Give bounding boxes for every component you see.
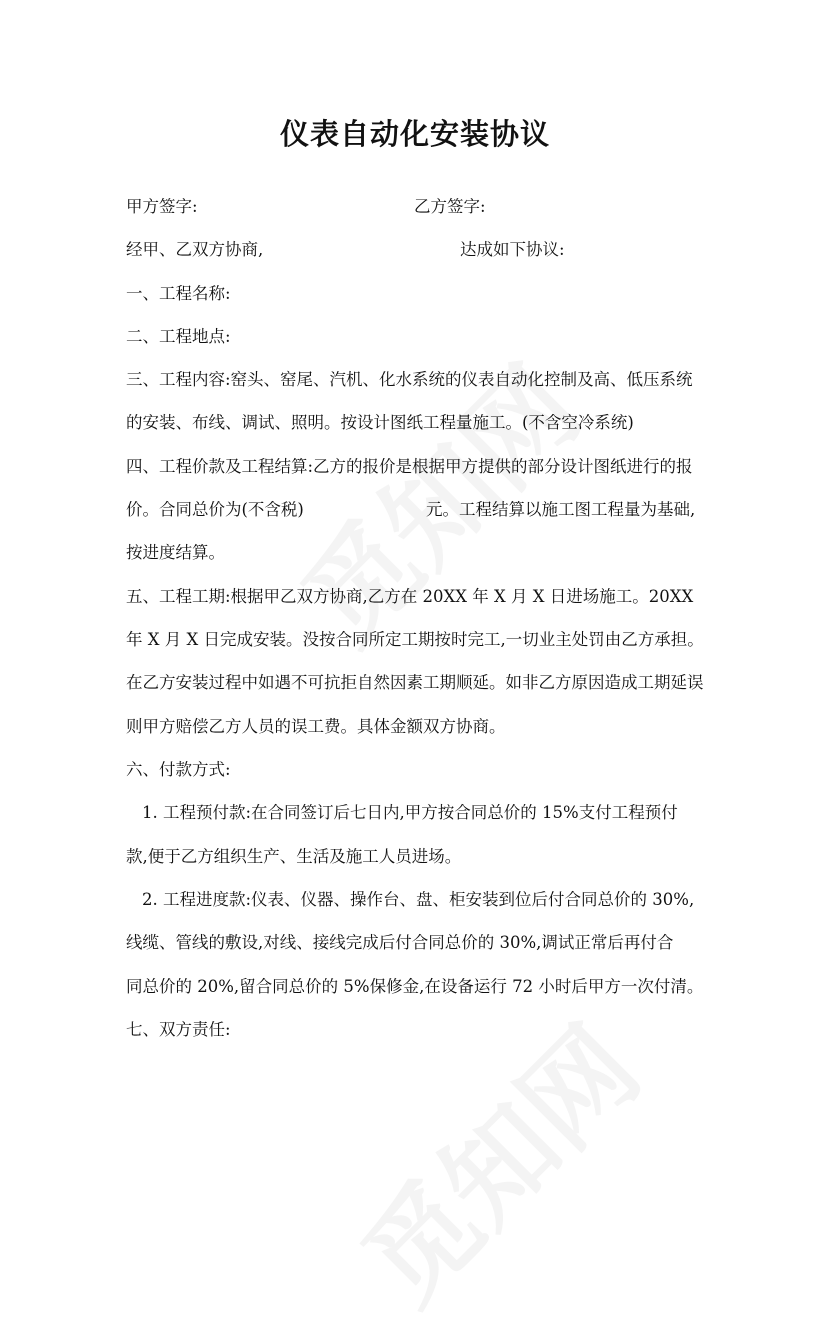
section-scope-line: 三、工程内容:窑头、窑尾、汽机、化水系统的仪表自动化控制及高、低压系统: [126, 370, 693, 389]
section-responsibilities: 七、双方责任:: [126, 1020, 231, 1039]
preamble-left: 经甲、乙双方协商,: [126, 240, 264, 259]
party-a-signature: 甲方签字:: [126, 197, 198, 216]
section-scope-line: 的安装、布线、调试、照明。按设计图纸工程量施工。(不含空冷系统): [126, 413, 634, 432]
section-price-line: 元。工程结算以施工图工程量为基础,: [426, 500, 696, 519]
section-payment-heading: 六、付款方式:: [126, 760, 231, 779]
section-schedule-line: 五、工程工期:根据甲乙双方协商,乙方在 20XX 年 X 月 X 日进场施工。20XX: [126, 587, 694, 606]
payment-item-line: 2. 工程进度款:仪表、仪器、操作台、盘、柜安装到位后付合同总价的 30%,: [142, 890, 695, 909]
payment-item-line: 同总价的 20%,留合同总价的 5%保修金,在设备运行 72 小时后甲方一次付清。: [126, 977, 704, 996]
section-price-line: 按进度结算。: [126, 543, 225, 562]
watermark: [322, 986, 667, 1331]
section-schedule-line: 年 X 月 X 日完成安装。没按合同所定工期按时完工,一切业主处罚由乙方承担。: [126, 630, 704, 649]
section-price-line: 四、工程价款及工程结算:乙方的报价是根据甲方提供的部分设计图纸进行的报: [126, 457, 693, 476]
preamble-right: 达成如下协议:: [460, 240, 565, 259]
party-b-signature: 乙方签字:: [414, 197, 486, 216]
payment-item-line: 1. 工程预付款:在合同签订后七日内,甲方按合同总价的 15%支付工程预付: [142, 803, 678, 822]
payment-item-line: 线缆、管线的敷设,对线、接线完成后付合同总价的 30%,调试正常后再付合: [126, 933, 674, 952]
section-schedule-line: 则甲方赔偿乙方人员的误工费。具体金额双方协商。: [126, 717, 506, 736]
section-schedule-line: 在乙方安装过程中如遇不可抗拒自然因素工期顺延。如非乙方原因造成工期延误: [126, 673, 704, 692]
section-project-name: 一、工程名称:: [126, 284, 231, 303]
document-title: 仪表自动化安装协议: [279, 117, 550, 151]
section-price-line: 价。合同总价为(不含税): [126, 500, 304, 519]
section-project-location: 二、工程地点:: [126, 327, 231, 346]
payment-item-line: 款,便于乙方组织生产、生活及施工人员进场。: [126, 847, 462, 866]
